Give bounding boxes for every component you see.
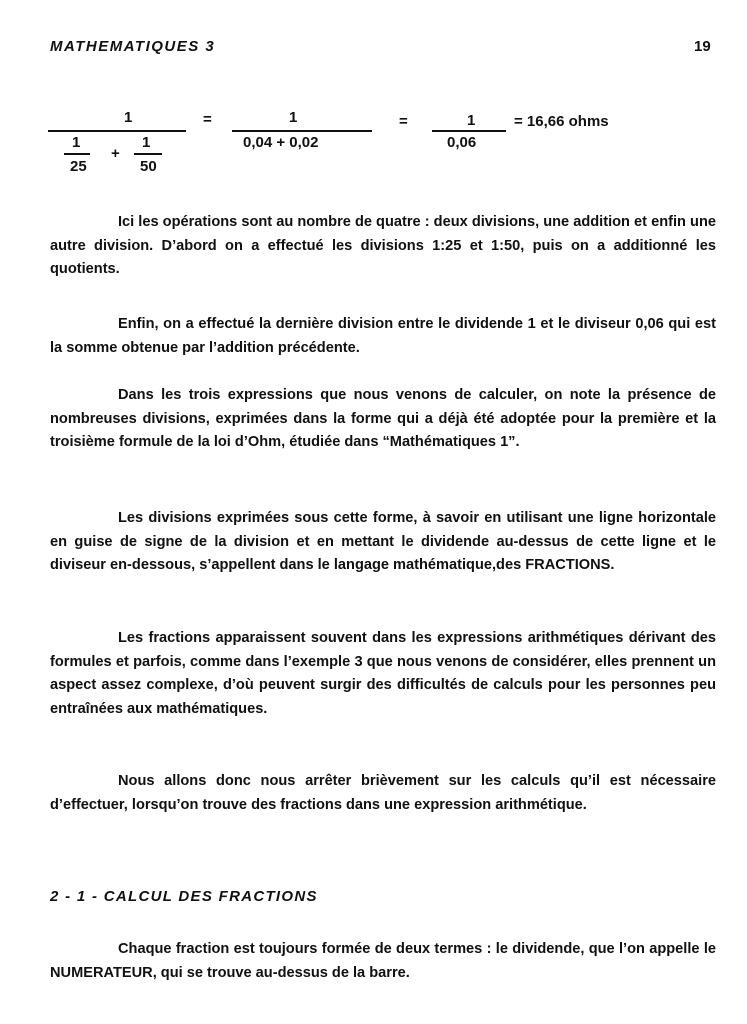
section-title: 2 - 1 - CALCUL DES FRACTIONS <box>50 888 318 905</box>
formula-block <box>0 0 747 200</box>
f2-denominator: 0,04 + 0,02 <box>243 134 319 151</box>
paragraph-3: Dans les trois expressions que nous venons de calculer, on note la présence de nombreuses divisions, exprimées dans la forme qui a déjà été adoptée pour la première et la troisième formule de la loi d’Ohm, étudiée dans “Mathématiques 1”. <box>50 387 716 451</box>
page-number: 19 <box>694 38 711 55</box>
section-paragraph: Chaque fraction est toujours formée de deux termes : le dividende, que l’on appelle le NUMERATEUR, qui se trouve au-dessus de la barre. <box>50 941 716 981</box>
f1-inner-right-bar <box>134 153 162 155</box>
equals-sign-1: = <box>203 111 212 128</box>
running-head-title: MATHEMATIQUES 3 <box>50 38 216 55</box>
equals-sign-2: = <box>399 113 408 130</box>
paragraph-6: Nous allons donc nous arrêter brièvement sur les calculs qu’il est nécessaire d’effectuer, lorsqu’on trouve des fractions dans une expression arithmétique. <box>50 773 716 813</box>
f1-inner-right-numerator: 1 <box>142 134 151 151</box>
f3-denominator: 0,06 <box>447 134 477 151</box>
paragraph-2: Enfin, on a effectué la dernière division entre le dividende 1 et le diviseur 0,06 qui est la somme obtenue par l’addition précédente. <box>50 316 716 356</box>
f1-inner-left-denominator: 25 <box>70 158 87 175</box>
paragraph-5: Les fractions apparaissent souvent dans les expressions arithmétiques dérivant des formules et parfois, comme dans l’exemple 3 que nous venons de considérer, elles prennent un aspect assez complexe, d’où peuvent surgir des difficultés de calculs pour les personnes peu entraînées aux mathématiques. <box>50 630 716 717</box>
f2-bar <box>232 130 372 132</box>
f1-inner-right-denominator: 50 <box>140 158 157 175</box>
f1-main-bar <box>48 130 186 132</box>
formula-result: = 16,66 ohms <box>514 113 609 130</box>
paragraph-4: Les divisions exprimées sous cette forme, à savoir en utilisant une ligne horizontale en guise de signe de la division et en mettant le dividende au-dessus de cette ligne et le diviseur en-dessous, s’appellent dans le langage mathématique,des FRACTIONS. <box>50 510 716 574</box>
f2-numerator: 1 <box>289 109 298 126</box>
paragraph-1: Ici les opérations sont au nombre de quatre : deux divisions, une addition et enfin une autre division. D’abord on a effectué les divisions 1:25 et 1:50, puis on a additionné les quotients. <box>50 214 716 278</box>
f3-numerator: 1 <box>467 112 476 129</box>
f1-numerator: 1 <box>124 109 133 126</box>
f1-inner-left-numerator: 1 <box>72 134 81 151</box>
f3-bar <box>432 130 506 132</box>
f1-inner-left-bar <box>64 153 90 155</box>
f1-plus-sign: + <box>111 145 120 162</box>
